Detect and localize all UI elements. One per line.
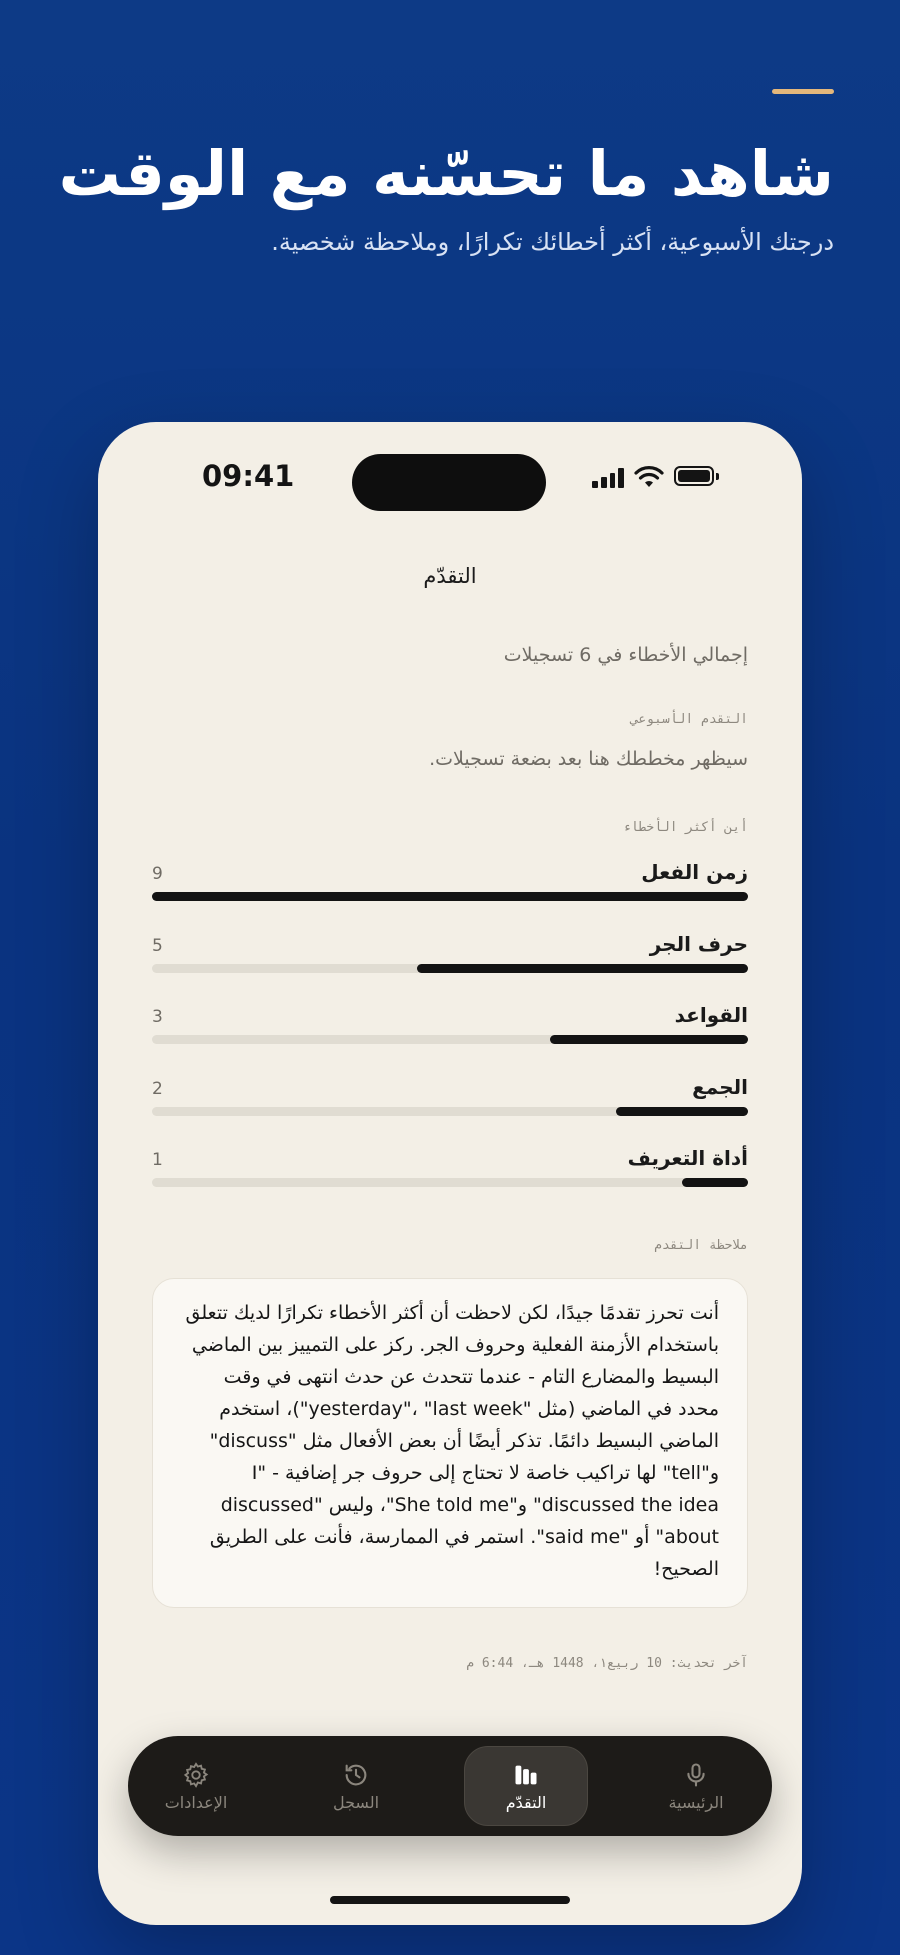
category-bar-fill xyxy=(417,964,748,973)
tab-progress[interactable] xyxy=(464,1746,588,1826)
category-row-tense xyxy=(152,854,748,926)
error-category-list xyxy=(152,854,748,1212)
tab-home[interactable] xyxy=(634,1746,758,1826)
category-bar-fill xyxy=(152,892,748,901)
accent-line xyxy=(772,89,834,94)
category-count: 5 xyxy=(152,935,163,956)
category-row-plural xyxy=(152,1069,748,1141)
category-count: 1 xyxy=(152,1150,163,1170)
category-name: القواعد xyxy=(674,1003,748,1027)
category-count: 2 xyxy=(152,1078,163,1099)
category-bar-fill xyxy=(550,1035,748,1044)
tab-history[interactable] xyxy=(294,1746,418,1826)
category-row-grammar xyxy=(152,997,748,1069)
tab-label: الإعدادات xyxy=(164,1792,228,1812)
category-bar-fill xyxy=(682,1178,748,1187)
promo-headline: شاهد ما تحسّنه مع الوقت xyxy=(58,137,834,210)
category-bar-fill xyxy=(616,1107,748,1116)
category-bar-track xyxy=(152,1107,748,1116)
weekly-empty-text: سيظهر مخططك هنا بعد بضعة تسجيلات. xyxy=(429,748,748,770)
dynamic-island xyxy=(352,454,546,511)
category-bar-track xyxy=(152,964,748,973)
bar-chart-icon xyxy=(512,1761,540,1789)
errors-section-label: أين أكثر الأخطاء xyxy=(622,820,748,835)
home-indicator xyxy=(330,1896,570,1904)
tab-label: السجل xyxy=(332,1792,380,1812)
tab-settings[interactable] xyxy=(134,1746,258,1826)
battery-icon xyxy=(674,466,720,488)
tab-bar xyxy=(128,1736,772,1836)
status-icons xyxy=(592,466,720,488)
category-name: حرف الجر xyxy=(649,931,748,956)
wifi-icon xyxy=(634,466,664,488)
last-updated-text: آخر تحديث: 10 ربيع١، 1448 هـ، 6:44 م xyxy=(466,1656,748,1671)
tab-label: التقدّم xyxy=(505,1792,547,1812)
microphone-icon xyxy=(682,1761,710,1789)
promo-subtitle: درجتك الأسبوعية، أكثر أخطائك تكرارًا، وملاحظة شخصية. xyxy=(271,228,834,256)
category-bar-track xyxy=(152,892,748,901)
progress-note-card xyxy=(152,1278,748,1608)
phone-frame xyxy=(98,422,802,1925)
progress-note-label: ملاحظة التقدم xyxy=(654,1238,748,1253)
weekly-progress-label: التقدم الأسبوعي xyxy=(630,712,748,727)
cellular-signal-icon xyxy=(592,466,624,488)
category-name: أداة التعريف xyxy=(627,1146,748,1170)
screen-title: التقدّم xyxy=(423,564,477,588)
history-icon xyxy=(342,1761,370,1789)
category-name: الجمع xyxy=(692,1074,748,1099)
category-count: 9 xyxy=(152,864,163,884)
category-name: زمن الفعل xyxy=(641,860,748,884)
tab-label: الرئيسية xyxy=(668,1792,724,1812)
category-row-article xyxy=(152,1140,748,1212)
progress-note-text: أنت تحرز تقدمًا جيدًا، لكن لاحظت أن أكثر الأخطاء تكرارًا لديك تتعلق باستخدام الأزمنة الفعلية وحروف الجر. ركز على التمييز بين الماضي البسيط والمضارع التام - عندما تتحدث عن حدث انتهى في وقت محدد في الماضي (مثل "yesterday"، "last week")، استخدم الماضي البسيط دائمًا. تذكر أيضًا أن بعض الأفعال مثل "discuss" و"tell" لها تراكيب خاصة لا تحتاج إلى حروف جر إضافية - "I discussed the idea" و"She told me"، وليس "discussed about" أو "said me". استمر في الممارسة، فأنت على الطريق الصحيح! xyxy=(185,1302,719,1580)
category-bar-track xyxy=(152,1035,748,1044)
category-count: 3 xyxy=(152,1007,163,1027)
total-errors-text: إجمالي الأخطاء في 6 تسجيلات xyxy=(503,644,748,666)
category-bar-track xyxy=(152,1178,748,1187)
gear-icon xyxy=(182,1761,210,1789)
category-row-preposition xyxy=(152,926,748,998)
status-time: 09:41 xyxy=(202,459,295,493)
